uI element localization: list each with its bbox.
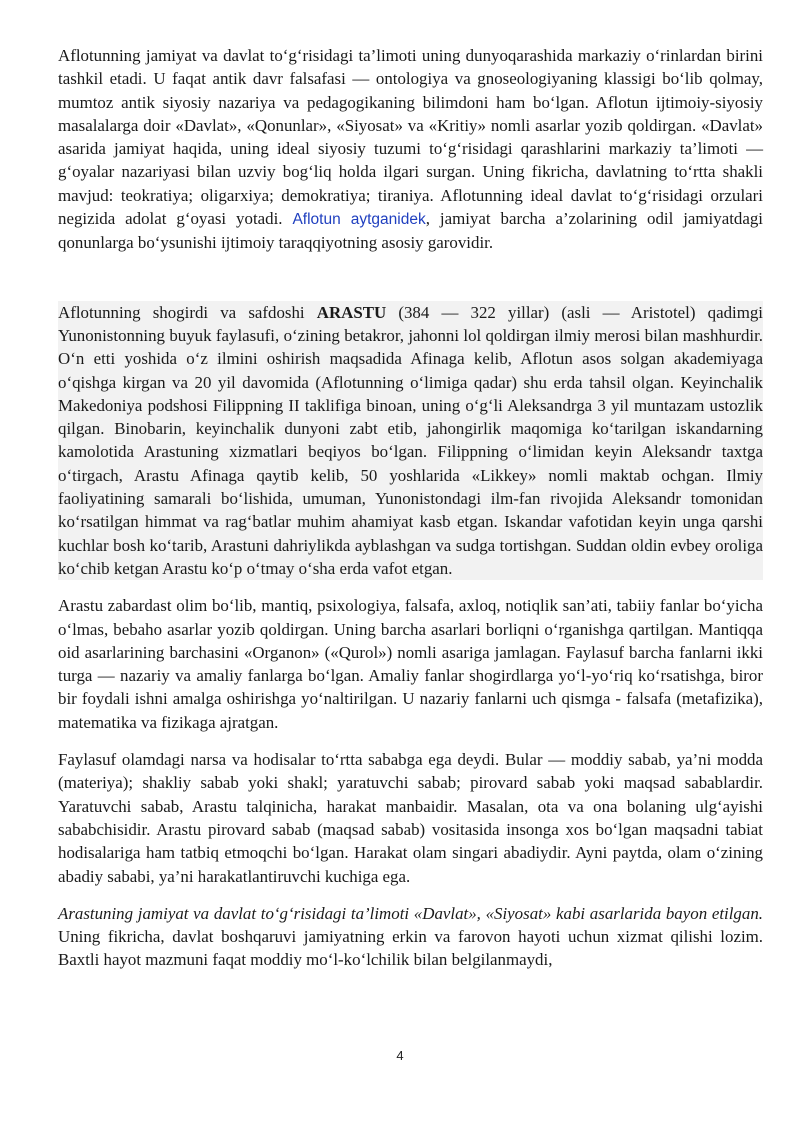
paragraph-arastu-state	[58, 902, 763, 972]
italic-text: Arastuning jamiyat va davlat to‘g‘risidagi ta’limoti «Davlat», «Siyosat» kabi asarlarida bayon etilgan.	[58, 903, 763, 923]
document-page	[58, 44, 763, 972]
arastu-name: ARASTU	[316, 302, 387, 322]
paragraph-arastu-works: Arastu zabardast olim bo‘lib, mantiq, psixologiya, falsafa, axloq, notiqlik san’ati, tabiiy fanlar bo‘yicha o‘lmas, bebaho asarlar yozib qoldirgan. Uning barcha asarlari borliqni o‘rganishga qartilgan. Mantiqqa oid asarlarining barchasini «Organon» («Qurol») nomli asariga jamlagan. Faylasuf barcha fanlarni ikki turga — nazariy va amaliy fanlarga bo‘lgan. Amaliy fanlar shogirdlarga yo‘l-yo‘riq ko‘rsatishga, biror bir foydali ishni amalga oshirishga yo‘naltirilgan. U nazariy fanlarni uch qismga - falsafa (metafizika), matematika va fizikaga ajratgan.	[58, 596, 763, 732]
paragraph-text: (384 — 322 yillar) (asli — Aristotel) qadimgi Yunonistonning buyuk faylasufi, o‘zining betakror, jahonni lol qoldirgan ilmiy merosi bilan mashhurdir. O‘n etti yoshida o‘z ilmini oshirish maqsadida Afinaga kelib, Aflotun asos solgan akademiyaga o‘qishga kirgan va 20 yil davomida (Aflotunning o‘limiga qadar) shu erda tahsil olgan. Keyinchalik Makedoniya podshosi Filippning II taklifiga binoan, uning o‘g‘li Aleksandrga 3 yil muntazam ustozlik qilgan. Binobarin, keyinchalik dunyoni zabt etib, jahongirlik maqomiga ko‘tarilgan iskandarning kamolotida Arastuning xizmatlari beqiyos bo‘lgan. Filippning o‘limidan keyin Aleksandr taxtga o‘tirgach, Arastu Afinaga qaytib kelib, 50 yoshlarida «Likkey» nomli maktab ochgan. Ilmiy faoliyatining samarali bo‘lishida, umuman, Yunonistondagi ilm-fan rivojida Aleksandr tomonidan ko‘rsatilgan himmat va rag‘batlar muhim ahamiyat kasb etgan. Iskandar vafotidan keyin unga qarshi kuchlar bosh ko‘tarib, Arastuni dahriylikda ayblashgan va sudga tortishgan. Suddan oldin evbey oroliga ko‘chib ketgan Arastu ko‘p o‘tmay o‘sha erda vafot etgan.	[58, 302, 763, 578]
paragraph-text: , jamiyat barcha a’zolarining odil jamiyatdagi qonunlarga bo‘ysunishi ijtimoiy taraqqiyotning asosiy garovidir.	[58, 209, 763, 253]
paragraph-four-causes: Faylasuf olamdagi narsa va hodisalar to‘rtta sababga ega deydi. Bular — moddiy sabab, ya’ni modda (materiya); shakliy sabab yoki shakl; yaratuvchi sabab; pirovard sabab yoki maqsad sabablardir. Yaratuvchi sabab, Arastu talqinicha, harakat manbaidir. Masalan, ota va ona bolaning ulg‘ayishi sababchisidir. Arastu pirovard sabab (maqsad sabab) vositasida insonga xos bo‘lgan maqsadni tabiat hodisalariga ham tatbiq etmoqchi bo‘lgan. Harakat olam singari abadiydir. Ayni paytda, olam o‘zining abadiy sababi, ya’ni harakatlantiruvchi kuchiga ega.	[58, 750, 763, 886]
paragraph-text: Uning fikricha, davlat boshqaruvi jamiyatning erkin va farovon hayoti uchun xizmat qilishi lozim. Baxtli hayot mazmuni faqat moddiy mo‘l-ko‘lchilik bilan belgilanmaydi,	[58, 927, 763, 970]
aflotun-link[interactable]: Aflotun aytganidek	[292, 211, 426, 229]
paragraph-arastu-bio	[58, 301, 763, 581]
page-number: 4	[396, 1048, 404, 1063]
paragraph-text: Aflotunning jamiyat va davlat to‘g‘risidagi ta’limoti uning dunyoqarashida markaziy o‘rinlardan birini tashkil etadi. U faqat antik davr falsafasi — ontologiya va gnoseologiyaning klassigi bo‘lib qolmay, mumtoz antik siyosiy nazariya va pedagogikaning bilimdoni ham bo‘lgan. Aflotun ijtimoiy-siyosiy masalalarga doir «Davlat», «Qonunlar», «Siyosat» va «Kritiy» nomli asarlar yozib qoldirgan. «Davlat» asarida jamiyat haqida, uning ideal siyosiy tuzumi to‘g‘risidagi qarashlarini markaziy ta’limoti — g‘oyalar nazariyasi bilan uzviy bog‘liq holda ilgari surgan. Uning fikricha, davlatning to‘rtta shakli mavjud: teokratiya; oligarxiya; demokratiya; tiraniya. Aflotunning ideal davlat to‘g‘risidagi orzulari negizida adolat g‘oyasi yotadi.	[58, 46, 763, 229]
paragraph-text: Aflotunning shogirdi va safdoshi	[58, 302, 317, 322]
paragraph-aflotun-state	[58, 44, 763, 255]
